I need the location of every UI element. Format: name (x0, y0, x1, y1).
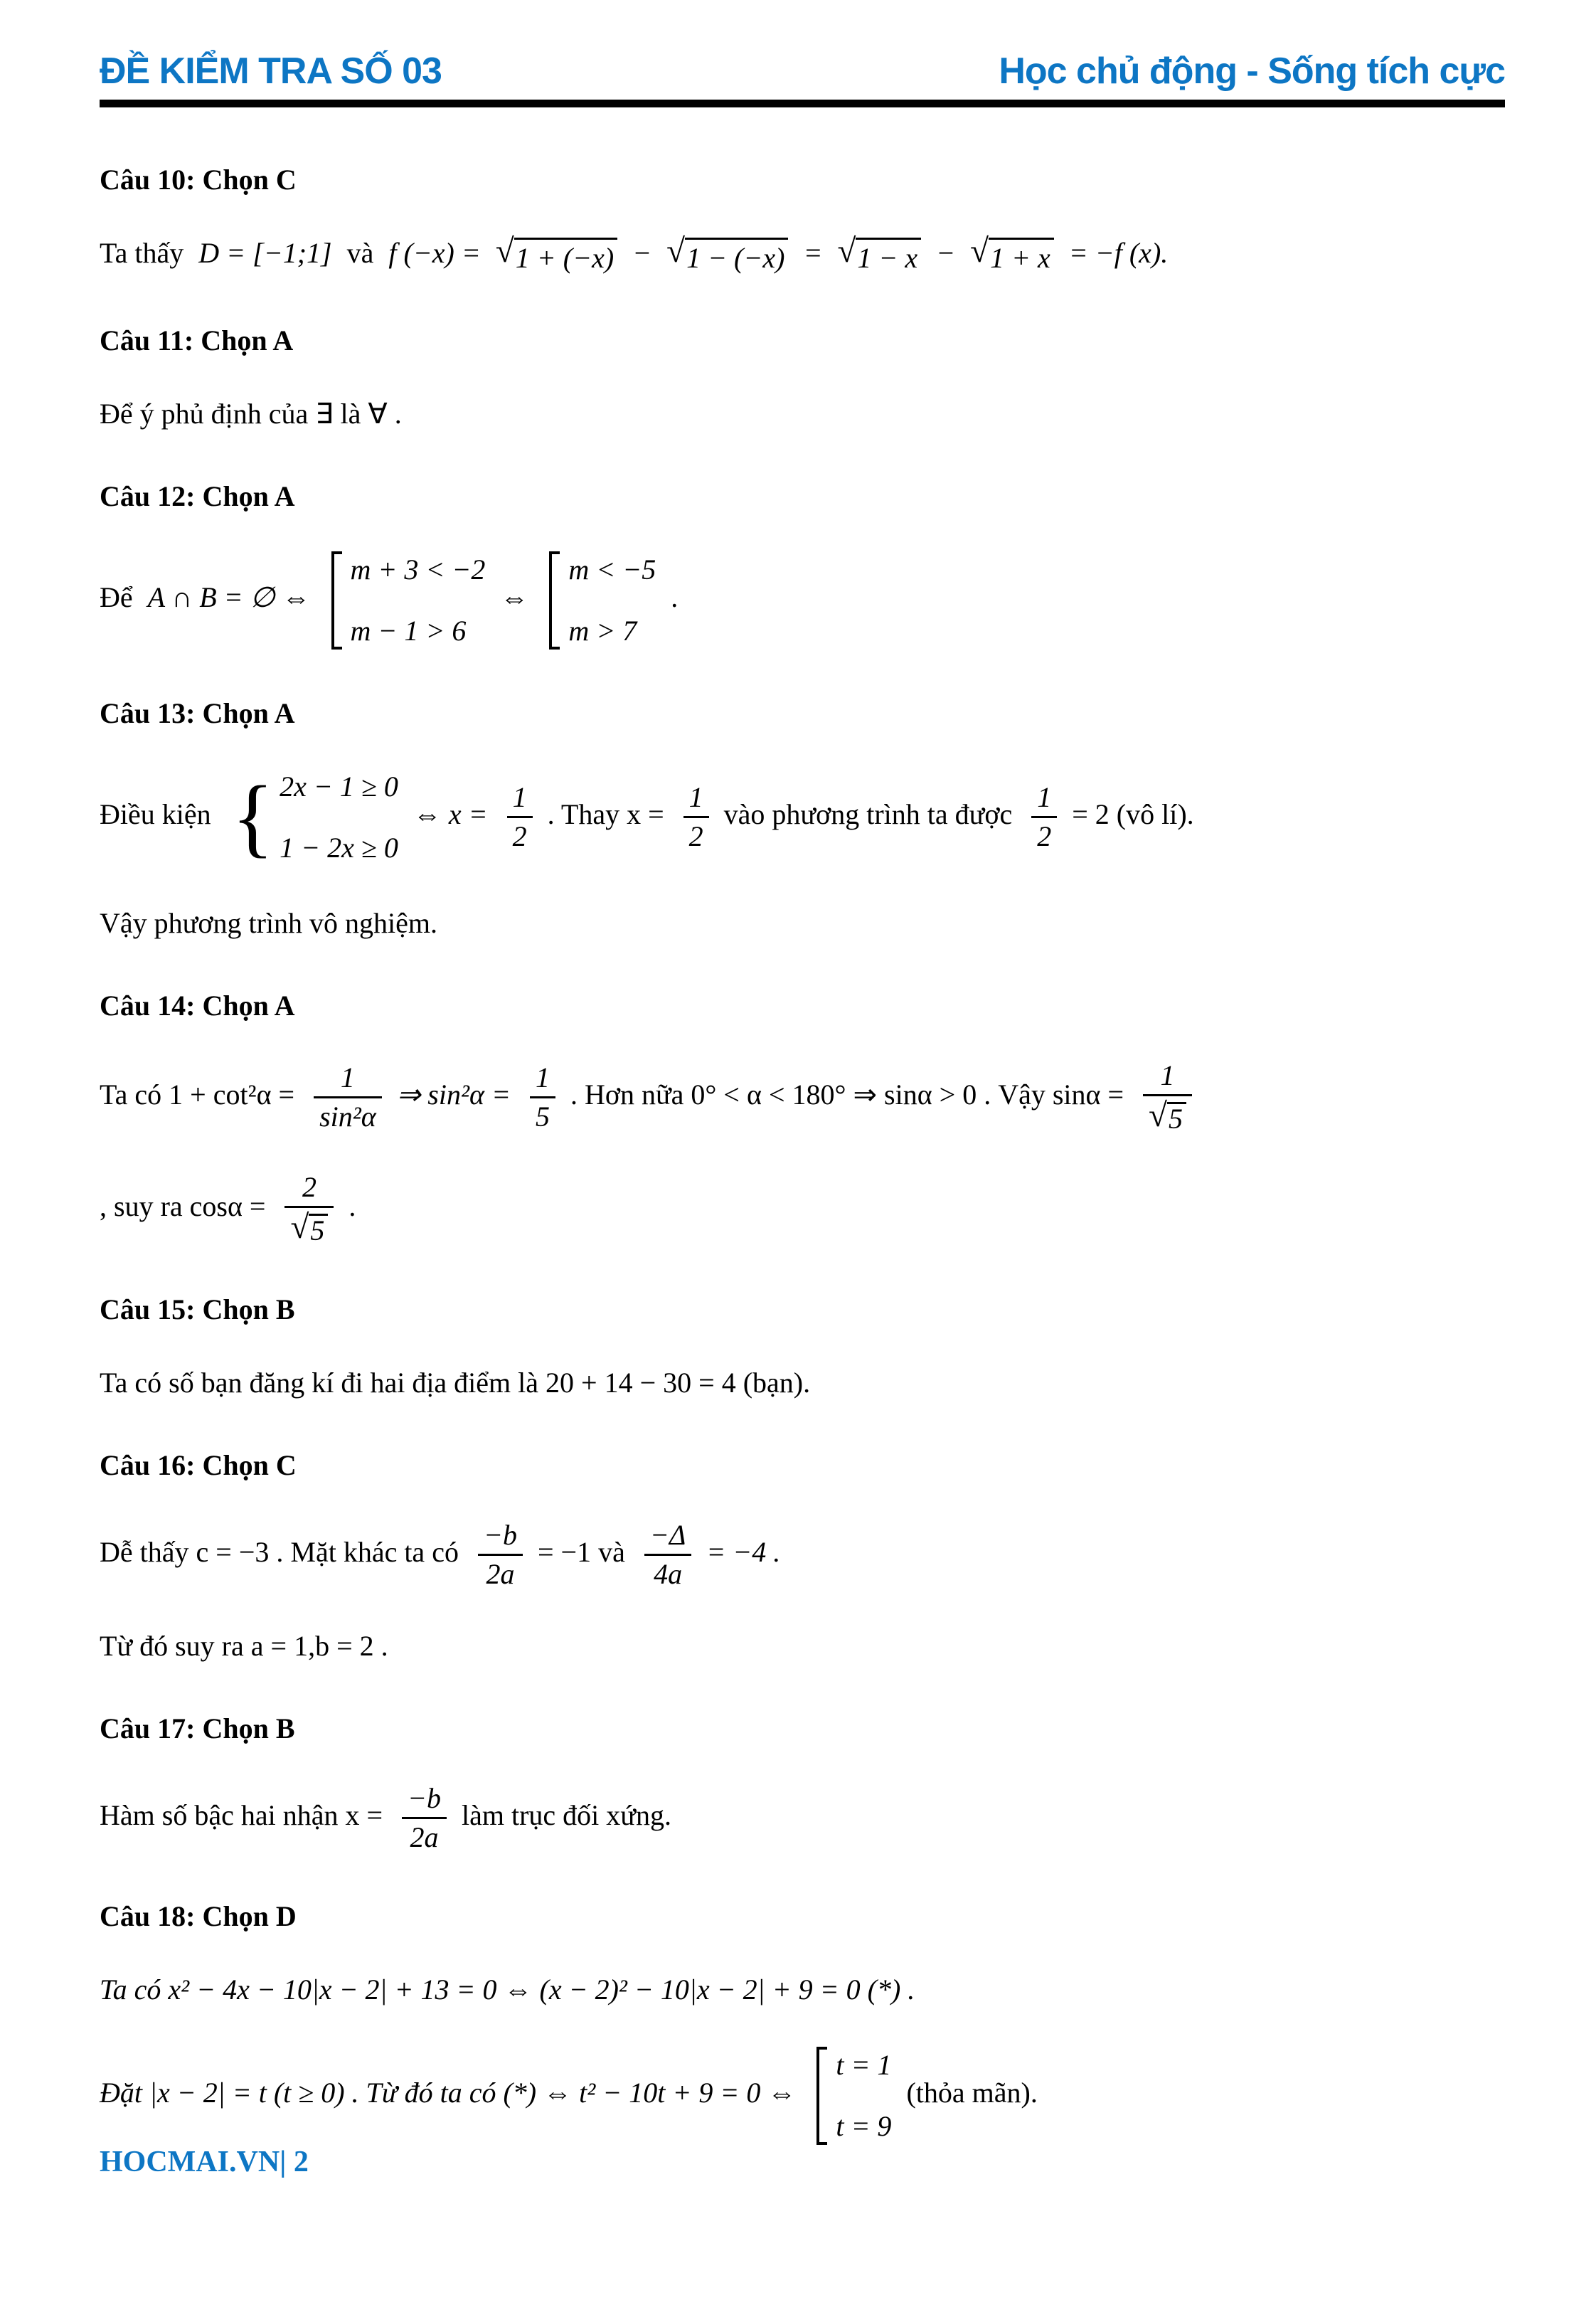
case-row: t = 9 (836, 2109, 892, 2142)
fraction (507, 783, 533, 852)
q15-solution (100, 1364, 1505, 1401)
numerator: 1 (530, 1063, 555, 1098)
text-run: . Hơn nữa 0° < α < 180° ⇒ sinα > 0 . Vậy sinα = (570, 1078, 1124, 1111)
sqrt-expression (837, 232, 921, 277)
math-run: = (803, 237, 823, 269)
denominator (284, 1208, 334, 1246)
radicand: 5 (1167, 1102, 1186, 1134)
radicand: 1 + x (989, 238, 1054, 277)
numerator: 1 (683, 783, 709, 818)
math-run: A ∩ B = ∅ ⇔ (147, 581, 311, 613)
q14-heading: Câu 14: Chọn A (100, 989, 295, 1022)
math-run: ⇔ x = (413, 798, 488, 830)
denominator: 2a (410, 1821, 439, 1853)
numerator: 2 (284, 1172, 334, 1208)
fraction (683, 783, 709, 852)
sqrt-expression (970, 232, 1054, 277)
text-run: Để (100, 581, 133, 613)
radicand: 1 − x (856, 238, 921, 277)
system-rows (280, 768, 398, 867)
fraction (530, 1063, 555, 1132)
radical-sign: √ (837, 232, 856, 270)
q10-solution (100, 232, 1505, 277)
text-run: = 2 (vô lí). (1072, 798, 1194, 830)
text-run: Từ đó suy ra a = 1,b = 2 . (100, 1629, 388, 1662)
fraction (314, 1063, 382, 1132)
text-run: = −1 và (537, 1535, 625, 1568)
q14-solution-2 (100, 1172, 1505, 1246)
sqrt-expression (495, 232, 617, 277)
system-group (232, 768, 398, 867)
denominator: 2 (512, 820, 527, 853)
math-run: = −f (x). (1068, 237, 1169, 269)
q16-conclusion (100, 1628, 1505, 1665)
math-run: Ta có x² − 4x − 10|x − 2| + 13 = 0 ⇔ (x − 2)² − 10|x − 2| + 9 = 0 (*) . (100, 1973, 915, 2005)
math-run: − (936, 237, 956, 269)
numerator: −Δ (644, 1520, 691, 1556)
q15-heading: Câu 15: Chọn B (100, 1293, 295, 1325)
text-run: Ta có số bạn đăng kí đi hai địa điểm là 20 + 14 − 30 = 4 (bạn). (100, 1366, 811, 1399)
square-bracket (331, 551, 342, 650)
denominator (1143, 1096, 1192, 1134)
radical-sign: √ (495, 232, 514, 270)
q16-solution (100, 1520, 1505, 1589)
case-row: t = 1 (836, 2048, 892, 2081)
case-row: m + 3 < −2 (350, 553, 486, 585)
q12-heading: Câu 12: Chọn A (100, 479, 295, 512)
text-run: Hàm số bậc hai nhận x = (100, 1798, 383, 1831)
square-bracket (816, 2047, 827, 2145)
text-run: . (349, 1189, 356, 1222)
denominator: 2a (486, 1557, 515, 1590)
cases-rows (351, 551, 486, 650)
text-run: Điều kiện (100, 798, 211, 830)
fraction (284, 1172, 334, 1246)
radicand: 5 (309, 1214, 328, 1246)
math-run: D = [−1;1] (198, 237, 332, 269)
denominator: 2 (1037, 820, 1052, 853)
case-row: m − 1 > 6 (350, 614, 467, 647)
header-title-left: ĐỀ KIỂM TRA SỐ 03 (100, 51, 442, 92)
math-run: − (632, 237, 652, 269)
sqrt-expression (1149, 1096, 1186, 1135)
text-run: . (671, 581, 679, 613)
text-run: (thỏa mãn). (906, 2077, 1038, 2109)
text-run: làm trục đối xứng. (462, 1798, 671, 1831)
q13-solution (100, 768, 1505, 867)
denominator: 4a (654, 1557, 683, 1590)
sqrt-expression (290, 1208, 328, 1246)
cases-rows (568, 551, 656, 650)
denominator: 5 (535, 1100, 550, 1133)
q11-solution (100, 396, 1505, 433)
text-run: Ta có 1 + cot²α = (100, 1078, 295, 1111)
denominator: sin²α (319, 1100, 376, 1133)
q16-heading: Câu 16: Chọn C (100, 1448, 297, 1481)
text-run: . Thay x = (547, 798, 664, 830)
text-run: Dễ thấy c = −3 . Mặt khác ta có (100, 1535, 459, 1568)
fraction (1031, 783, 1057, 852)
math-run: = −4 . (706, 1535, 781, 1568)
fraction (1143, 1061, 1192, 1134)
fraction (402, 1781, 447, 1853)
numerator: 1 (1031, 783, 1057, 818)
cases-group (549, 551, 656, 650)
radical-sign: √ (290, 1208, 309, 1246)
math-run: Đặt |x − 2| = t (t ≥ 0) . Từ đó ta có (*) ⇔ t² − 10t + 9 = 0 ⇔ (100, 2077, 797, 2109)
square-bracket (549, 551, 560, 650)
q13-conclusion (100, 905, 1505, 942)
math-run: ⇒ sin²α = (396, 1078, 511, 1111)
q10-heading: Câu 10: Chọn C (100, 164, 297, 196)
q18-heading: Câu 18: Chọn D (100, 1899, 297, 1932)
fraction (478, 1520, 523, 1589)
text-run: Ta thấy (100, 237, 184, 269)
math-run: f (−x) = (388, 237, 481, 269)
page-header (100, 50, 1505, 92)
q11-heading: Câu 11: Chọn A (100, 324, 294, 356)
system-row: 2x − 1 ≥ 0 (280, 770, 398, 802)
case-row: m < −5 (568, 553, 656, 585)
math-run: ⇔ (500, 581, 529, 613)
numerator: 1 (1143, 1061, 1192, 1096)
numerator: 1 (507, 783, 533, 818)
q13-heading: Câu 13: Chọn A (100, 696, 295, 729)
numerator: −b (478, 1520, 523, 1556)
footer-page-label: HOCMAI.VN| 2 (100, 2145, 309, 2178)
radicand: 1 − (−x) (685, 238, 788, 277)
cases-group (816, 2047, 891, 2145)
header-title-right: Học chủ động - Sống tích cực (999, 51, 1505, 92)
cases-rows (836, 2047, 891, 2145)
system-row: 1 − 2x ≥ 0 (280, 831, 398, 864)
text-run: và (346, 237, 374, 269)
case-row: m > 7 (568, 614, 637, 647)
text-run: Để ý phủ định của ∃ là ∀ . (100, 397, 402, 430)
numerator: 1 (314, 1063, 382, 1098)
radical-sign: √ (970, 232, 989, 270)
denominator: 2 (688, 820, 703, 853)
q12-solution (100, 551, 1505, 650)
q18-solution-2 (100, 2047, 1505, 2145)
header-rule (100, 100, 1505, 107)
fraction (644, 1520, 691, 1589)
q18-solution (100, 1971, 1505, 2008)
text-run: Vậy phương trình vô nghiệm. (100, 906, 437, 939)
radical-sign: √ (1149, 1096, 1167, 1134)
radical-sign: √ (666, 232, 686, 270)
page-footer (100, 2145, 1505, 2179)
q17-heading: Câu 17: Chọn B (100, 1712, 295, 1744)
cases-group (331, 551, 486, 650)
radicand: 1 + (−x) (514, 238, 617, 277)
q17-solution (100, 1781, 1505, 1853)
curly-brace: { (231, 768, 275, 867)
sqrt-expression (666, 232, 788, 277)
q14-solution (100, 1061, 1505, 1134)
text-run: , suy ra cosα = (100, 1189, 266, 1222)
numerator: −b (402, 1784, 447, 1819)
text-run: vào phương trình ta được (723, 798, 1013, 830)
